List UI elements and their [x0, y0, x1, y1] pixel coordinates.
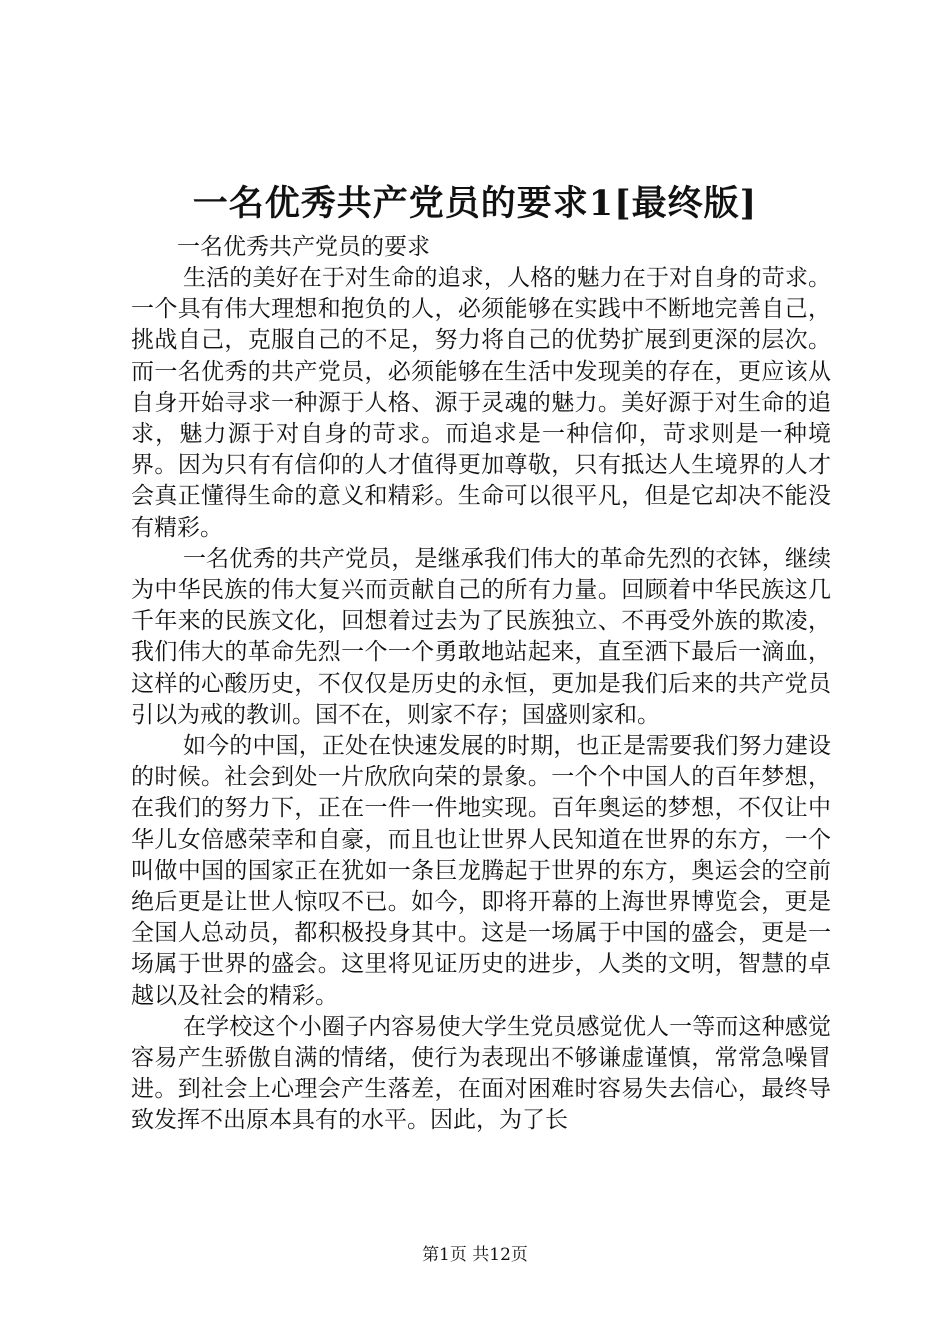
- document-title: 一名优秀共产党员的要求1[最终版]: [192, 183, 758, 224]
- page-indicator: 第1页 共12页: [422, 1245, 528, 1265]
- document-subtitle: 一名优秀共产党员的要求: [177, 234, 430, 260]
- paragraph: 生活的美好在于对生命的追求，人格的魅力在于对自身的苛求。一个具有伟大理想和抱负的人，必须能够在实践中不断地完善自己，挑战自己，克服自己的不足，努力将自己的优势扩展到更深的层次。而一名优秀的共产党员，必须能够在生活中发现美的存在，更应该从自身开始寻求一种源于人格、源于灵魂的魅力。美好源于对生命的追求，魅力源于对自身的苛求。而追求是一种信仰，苛求则是一种境界。因为只有有信仰的人才值得更加尊敬，只有抵达人生境界的人才会真正懂得生命的意义和精彩。生命可以很平凡，但是它却决不能没有精彩。: [131, 265, 831, 541]
- paragraph: 在学校这个小圈子内容易使大学生党员感觉优人一等而这种感觉容易产生骄傲自满的情绪，使行为表现出不够谦虚谨慎，常常急噪冒进。到社会上心理会产生落差，在面对困难时容易失去信心，最终导致发挥不出原本具有的水平。因此，为了长: [131, 1013, 831, 1134]
- paragraph: 一名优秀的共产党员，是继承我们伟大的革命先烈的衣钵，继续为中华民族的伟大复兴而贡献自己的所有力量。回顾着中华民族这几千年来的民族文化，回想着过去为了民族独立、不再受外族的欺凌，我们伟大的革命先烈一个一个勇敢地站起来，直至洒下最后一滴血，这样的心酸历史，不仅仅是历史的永恒，更加是我们后来的共产党员引以为戒的教训。国不在，则家不存；国盛则家和。: [131, 545, 831, 728]
- document-body: [131, 232, 831, 1137]
- paragraph: 如今的中国，正处在快速发展的时期，也正是需要我们努力建设的时候。社会到处一片欣欣向荣的景象。一个个中国人的百年梦想，在我们的努力下，正在一件一件地实现。百年奥运的梦想，不仅让中华儿女倍感荣幸和自豪，而且也让世界人民知道在世界的东方，一个叫做中国的国家正在犹如一条巨龙腾起于世界的东方，奥运会的空前绝后更是让世人惊叹不已。如今，即将开幕的上海世界博览会，更是全国人总动员，都积极投身其中。这是一场属于中国的盛会，更是一场属于世界的盛会。这里将见证历史的进步，人类的文明，智慧的卓越以及社会的精彩。: [131, 733, 831, 1009]
